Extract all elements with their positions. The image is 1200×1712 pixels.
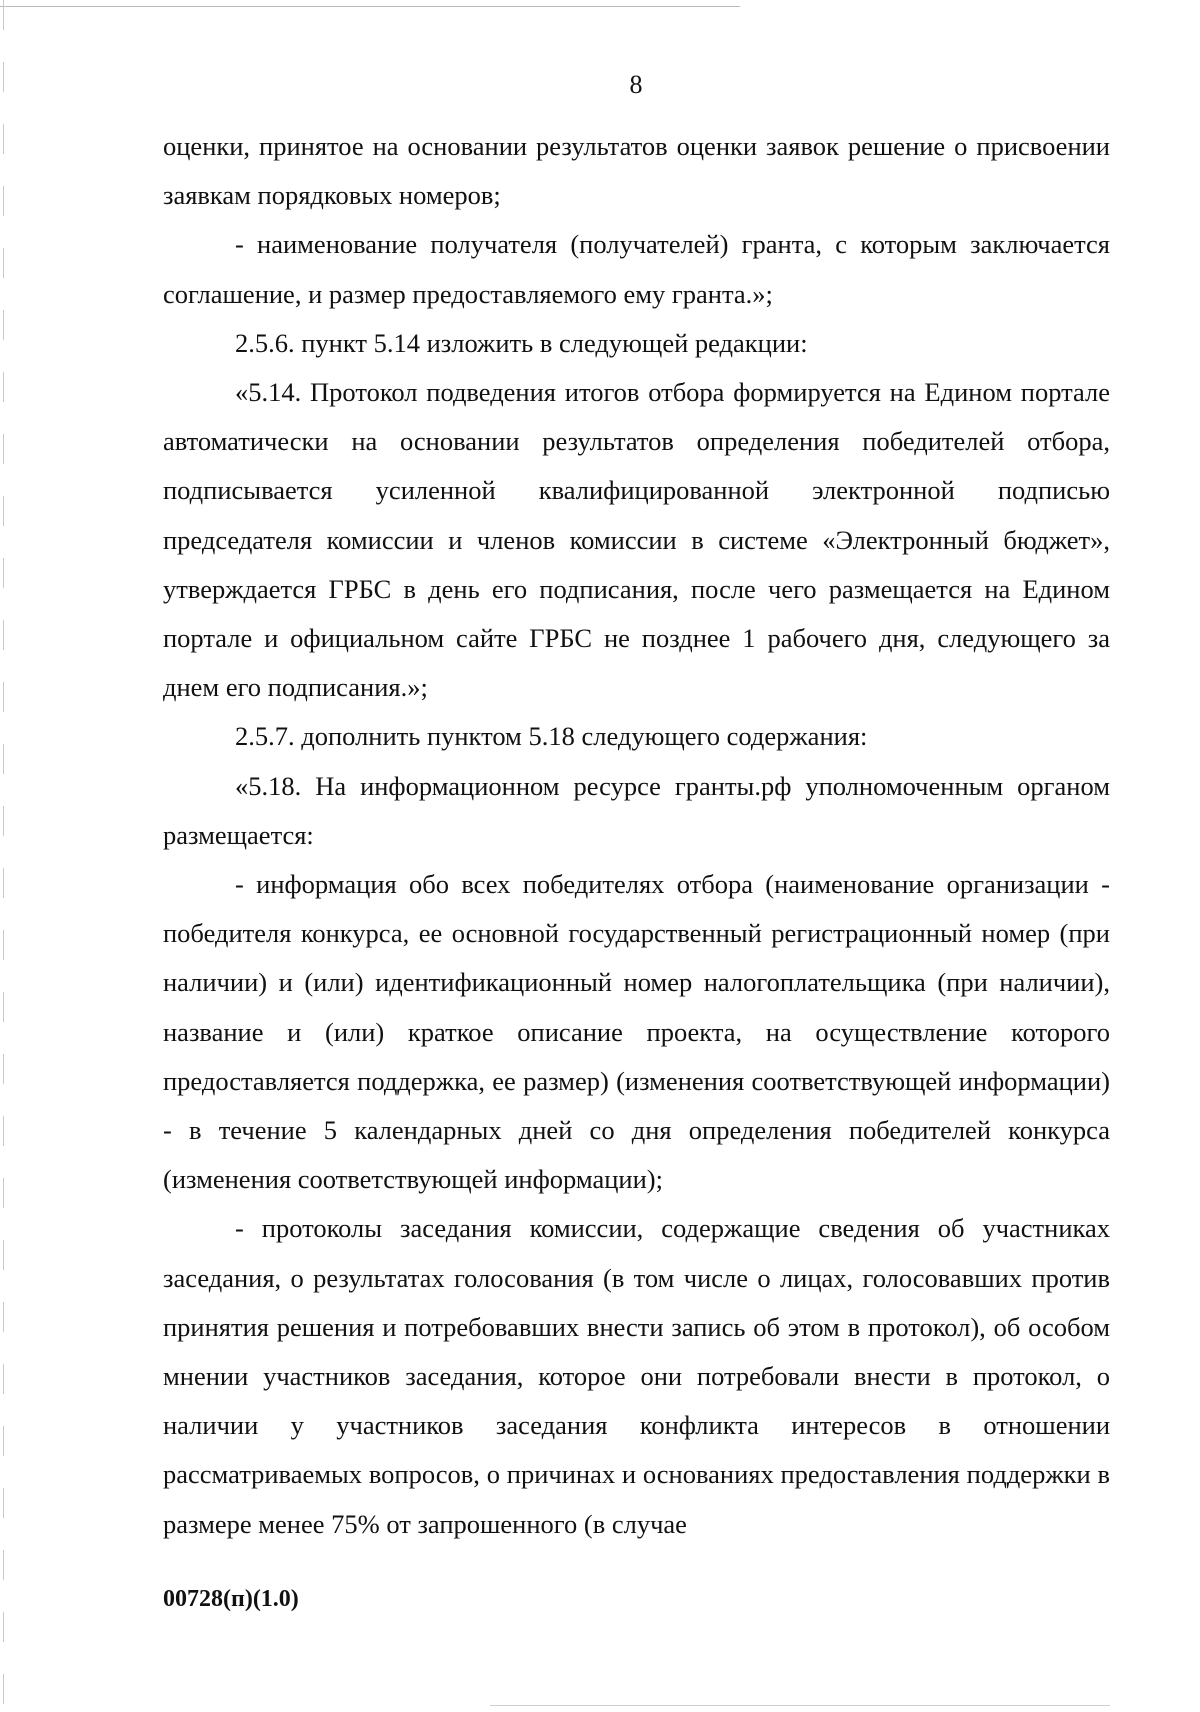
paragraph-continuation: оценки, принятое на основании результатов оценки заявок решение о присвоении заявкам порядковых номеров; [163,131,1110,211]
paragraph-commission-protocols: - протоколы заседания комиссии, содержащие сведения об участниках заседания, о результатах голосования (в том числе о лицах, голосовавших против принятия решения и потребовавших внести запись об этом в протокол), об особом мнении участников заседания, которое они потребовали внести в протокол, о наличии у участников заседания конфликта интересов в отношении рассматриваемых вопросов, о причинах и основаниях предоставления поддержки в размере менее 75% от запрошенного (в случае [163,1213,1110,1539]
top-scan-edge [0,6,740,7]
left-scan-edge [3,0,4,1712]
page-number: 8 [629,70,643,99]
bottom-scan-edge [490,1705,1110,1706]
body-text [163,122,1110,1549]
paragraph-2-5-7: 2.5.7. дополнить пунктом 5.18 следующего содержания: [235,721,868,752]
paragraph-2-5-6: 2.5.6. пункт 5.14 изложить в следующей редакции: [235,327,808,358]
paragraph-winners-info: - информация обо всех победителях отбора (наименование организации - победителя конкурса, ее основной государственный регистрационный номер (при наличии) и (или) идентификационный номер налогоплательщика (при наличии), название и (или) краткое описание проекта, на осуществление которого предоставляется поддержка, ее размер) (изменения соответствующей информации) - в течение 5 календарных дней со дня определения победителей конкурса (изменения соответствующей информации); [163,869,1110,1195]
paragraph-5-18: «5.18. На информационном ресурсе гранты.рф уполномоченным органом размещается: [163,770,1110,850]
paragraph-recipient-item: - наименование получателя (получателей) гранта, с которым заключается соглашение, и размер предоставляемого ему гранта.»; [163,229,1110,309]
document-code: 00728(п)(1.0) [163,1586,299,1612]
paragraph-5-14: «5.14. Протокол подведения итогов отбора формируется на Едином портале автоматически на основании результатов определения победителей отбора, подписывается усиленной квалифицированной электронной подписью председателя комиссии и членов комиссии в системе «Электронный бюджет», утверждается ГРБС в день его подписания, после чего размещается на Едином портале и официальном сайте ГРБС не позднее 1 рабочего дня, следующего за днем его подписания.»; [163,377,1110,703]
